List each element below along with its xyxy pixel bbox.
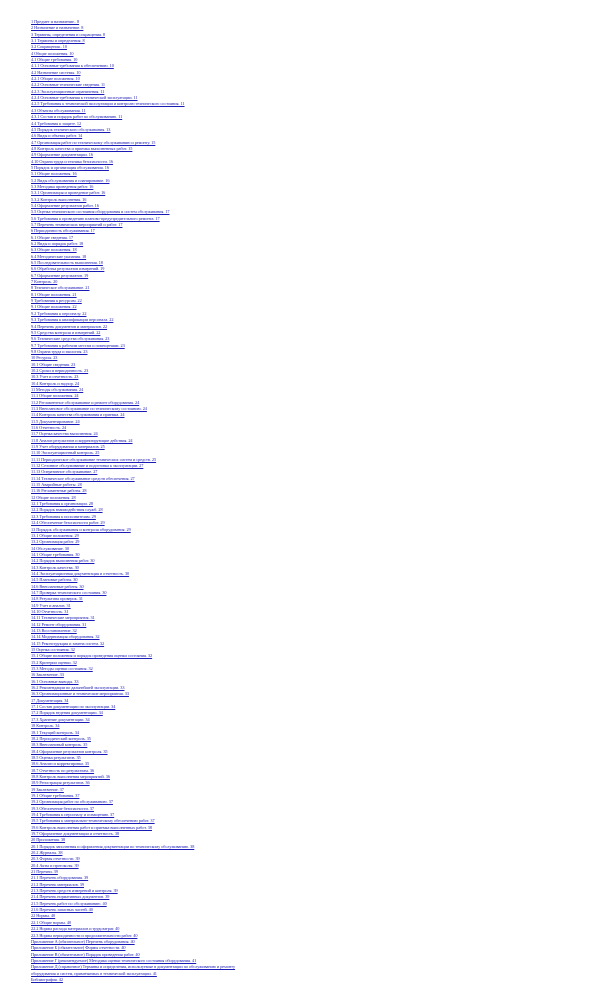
toc-entry-link[interactable]: 17.1 Состав документации по эксплуатации. 34 [31,704,116,710]
toc-entry-link[interactable]: Приложение Г (рекомендуемое) Методика оценки технического состояния оборудования. 41 [31,957,197,963]
toc-entry-link[interactable]: 11.12 Сезонное обслуживание и подготовка к эксплуатации. 27 [31,463,144,469]
toc-entry-link[interactable]: 10.4 Контроль и надзор. 24 [31,380,79,386]
toc-entry-link[interactable]: 16.1 Основные выводы. 33 [31,678,79,684]
toc-entry-link[interactable]: 18.2 Периодический контроль. 35 [31,735,91,741]
toc-entry-link[interactable]: 11.7 Оценка качества выполнения. 24 [31,431,98,437]
toc-entry-link[interactable]: 13.2 Организация работ. 29 [31,539,80,545]
toc-entry-link[interactable]: 4.1 Общие требования. 10 [31,57,78,63]
toc-entry-link[interactable]: 4.2.5 Требования к технической эксплуатации и контролю технического состояния. 11 [31,101,185,107]
toc-entry-link[interactable]: 18.1 Текущий контроль. 34 [31,729,79,735]
toc-entry-link[interactable]: 18.3 Внеплановый контроль. 35 [31,742,88,748]
toc-entry-link[interactable]: 4.2.4 Основные требования к технической эксплуатации. 11 [31,95,138,101]
toc-entry-link[interactable]: 16.2 Рекомендации по дальнейшей эксплуатации. 33 [31,685,125,691]
toc-entry-link[interactable]: 19.4 Требования к персоналу и оснащению. 37 [31,811,115,817]
toc-entry-link[interactable]: 21 Перечни. 39 [31,869,58,875]
toc-entry-link[interactable]: 6.3 Общие положения. 18 [31,247,77,253]
toc-entry-link[interactable]: 14.5 Плановые работы. 30 [31,577,78,583]
toc-entry-link[interactable]: 11.15 Аварийные работы. 28 [31,482,82,488]
toc-entry-link[interactable]: 18.7 Отчетность по результатам. 36 [31,767,95,773]
toc-entry-link[interactable]: 7 Контроль. 20 [31,279,58,285]
toc-entry-link[interactable]: 16 Заключение. 33 [31,672,64,678]
toc-entry-link[interactable]: 6.4 Методические указания. 18 [31,253,87,259]
toc-entry-link[interactable]: 14 Обслуживание. 30 [31,545,69,551]
toc-entry-link[interactable]: 14.10 Отчетность. 31 [31,608,69,614]
toc-entry-link[interactable]: 3 Термины, определения и сокращения. 8 [31,31,106,37]
toc-entry-link[interactable]: 11.13 Оперативное обслуживание. 27 [31,469,98,475]
toc-entry-link[interactable]: Приложение В (обязательное) Порядок проведения работ. 40 [31,951,140,957]
toc-entry-link[interactable]: 5.7 Перечень технических мероприятий и работ. 17 [31,222,123,227]
toc-entry-link[interactable]: 4.7 Организация работ по техническому обслуживанию и ремонту. 15 [31,139,156,145]
toc-entry-link[interactable]: Приложение Д (справочное) Термины и определения, используемые в документации по обслуживанию и ремонту [31,964,236,970]
toc-entry-link[interactable]: 5.3 Методика проведения работ. 16 [31,183,94,189]
toc-entry-link[interactable]: 22 Нормы. 40 [31,913,56,919]
toc-entry-link[interactable]: 18 Контроль. 34 [31,723,60,729]
toc-entry-link[interactable]: 22.1 Общие нормы. 40 [31,919,72,925]
toc-entry-link[interactable]: 10.1 Общие сведения. 23 [31,361,76,367]
toc-entry-link[interactable]: 5.6 Требования к проведению планово-предупредительного ремонта. 17 [31,215,160,221]
toc-entry-link[interactable]: 11.3 Внеплановое обслуживание по техническому состоянию. 24 [31,405,147,411]
toc-entry-link[interactable]: 17.2 Порядок ведения документации. 34 [31,710,103,716]
toc-entry-link[interactable]: 4.2 Назначение системы. 10 [31,69,81,75]
toc-entry-link[interactable]: 11.5 Документирование. 24 [31,418,80,424]
toc-entry-link[interactable]: 14.6 Внеплановые работы. 30 [31,583,84,589]
toc-entry-link[interactable]: 4 Общие положения. 10 [31,50,74,56]
toc-entry-link[interactable]: 4.6 Виды и объемы работ. 14 [31,133,83,139]
toc-entry-link[interactable]: 20.2 Журналы. 38 [31,850,63,856]
toc-entry-link[interactable]: 5.1 Общие положения. 16 [31,171,77,177]
toc-entry-link[interactable]: 21.1 Перечень оборудования. 39 [31,875,89,881]
toc-entry-link[interactable]: 4.2.1 Общие положения. 10 [31,76,80,82]
toc-entry-link[interactable]: 19.3 Обеспечение безопасности. 37 [31,805,94,811]
toc-entry-link[interactable]: 18.9 Регистрация результатов. 36 [31,780,90,786]
toc-entry-link[interactable]: 20.1 Порядок заполнения и оформления документации по техническому обслуживанию. 38 [31,843,195,849]
toc-entry-link[interactable]: 5.3.1 Организация и проведение работ. 16 [31,190,106,196]
toc-entry-link[interactable]: 14.2 Порядок выполнения работ. 30 [31,558,95,564]
table-of-contents [31,19,551,983]
toc-entry-link[interactable]: 1 Предмет и назначение.. 8 [31,19,80,24]
toc-entry-link[interactable]: 12.4 Обеспечение безопасности работ. 29 [31,520,105,526]
toc-entry-link[interactable]: 10 Ресурсы. 23 [31,355,58,361]
toc-entry-link[interactable]: 14.13 Восстановление. 32 [31,628,77,633]
toc-entry-link[interactable]: 18.5 Оценка результатов. 35 [31,754,81,760]
toc-entry-link[interactable]: 9.8 Охрана труда и экология. 23 [31,348,88,354]
toc-entry-link[interactable]: 11.4 Контроль качества обслуживания и приемка. 24 [31,412,125,418]
toc-entry-link[interactable]: Библиография. 42 [31,976,63,982]
toc-entry-link[interactable]: 9.7 Требования к рабочим местам и помещениям. 23 [31,342,125,348]
toc-entry-link[interactable]: Приложение А (обязательное) Перечень оборудования. 40 [31,938,135,944]
toc-entry-link[interactable]: 6.1 Общие сведения. 17 [31,234,74,240]
toc-entry-link[interactable]: 11.10 Эксплуатационный контроль. 25 [31,450,100,456]
toc-entry-link[interactable]: 14.15 Реконструкция и замена систем. 32 [31,640,105,646]
toc-entry-link[interactable]: 15.3 Методы оценки состояния. 32 [31,666,93,672]
toc-entry-link[interactable]: 18.6 Анализ и корректировка. 35 [31,761,90,767]
toc-entry-link[interactable]: 15 Оценка состояния. 32 [31,647,75,653]
toc-entry-link[interactable]: 5.4 Оформление результатов работ. 16 [31,202,99,208]
toc-entry-link[interactable]: 8 Техническое обслуживание. 21 [31,285,90,291]
toc-entry-link[interactable]: 9.1 Общие положения. 22 [31,304,77,310]
toc-entry-link[interactable]: 20 Приложения. 38 [31,837,66,843]
toc-entry-link[interactable]: 11.11 Периодическое обслуживание технических систем и средств. 25 [31,456,157,462]
toc-entry-link[interactable]: 3.2 Сокращения.. 10 [31,44,67,50]
toc-entry-link[interactable]: 4.4 Требования к защите. 12 [31,120,82,126]
toc-entry-link[interactable]: 5 Порядок и организация обслуживания. 16 [31,164,109,170]
toc-entry-link[interactable]: 21.2 Перечень материалов. 39 [31,881,84,887]
toc-entry-link[interactable]: 14.4 Эксплуатационная документация и отчетность. 30 [31,570,130,576]
toc-entry-link[interactable]: 11.14 Техническое обслуживание средств обеспечения. 27 [31,475,135,481]
toc-entry-link[interactable]: оборудования и систем, применяемых в технической эксплуатации. 41 [31,970,157,976]
toc-entry-link[interactable]: 11 Методы обслуживания. 24 [31,386,84,392]
toc-entry-link[interactable]: 14.11 Технические мероприятия. 31 [31,615,95,621]
toc-entry-link[interactable]: 21.3 Перечень средств измерений и контроля. 39 [31,888,118,894]
toc-entry-link[interactable]: 9.3 Требования к квалификации персонала. 22 [31,317,114,323]
toc-entry-link[interactable]: 9.2 Требования к персоналу. 22 [31,310,87,316]
toc-entry-link[interactable]: 14.14 Модернизация оборудования. 32 [31,634,100,640]
toc-entry-link[interactable]: 6.6 Обработка результатов измерений. 19 [31,266,105,272]
toc-entry-link[interactable]: 3.1 Термины и определения. 8 [31,38,85,44]
toc-entry-link[interactable]: 10.2 Сроки и периодичность. 23 [31,367,89,373]
toc-entry-link[interactable]: 4.10 Охрана труда и техника безопасности. 16 [31,158,114,164]
toc-entry-link[interactable]: 19.2 Организация работ по обслуживанию. 37 [31,799,113,805]
toc-entry-link[interactable]: 13.1 Общие положения. 29 [31,532,79,538]
toc-entry-link[interactable]: 4.1.1 Основные требования к обеспечению. 10 [31,63,114,69]
toc-entry-link[interactable]: 11.9 Учет оборудования и материалов. 25 [31,444,105,450]
toc-entry-link[interactable]: 10.3 Учет и отчетность. 23 [31,374,79,380]
toc-entry-link[interactable]: 17.3 Хранение документации. 34 [31,716,90,722]
toc-entry-link[interactable]: 2 Назначение и назначение. 8 [31,25,84,31]
toc-entry-link[interactable]: 19 Заключение. 37 [31,786,64,792]
toc-entry-link[interactable]: 9 Требования к ресурсам. 22 [31,298,82,304]
toc-entry-link[interactable]: 14.3 Контроль качества. 30 [31,564,79,570]
toc-entry-link[interactable]: 12 Общие положения. 28 [31,494,76,500]
toc-entry-link[interactable]: 13 Порядок обслуживания и контроля оборудования. 29 [31,526,131,532]
toc-entry-link[interactable]: 4.9 Оформление документации. 16 [31,152,93,158]
toc-entry-link[interactable]: 12.3 Требования к исполнителям. 29 [31,513,96,519]
toc-entry-link[interactable]: 11.1 Общие положения. 24 [31,393,79,399]
toc-entry-link[interactable]: 11.16 Регламентные работы. 28 [31,488,87,494]
toc-entry-link[interactable]: 14.12 Ремонт оборудования. 31 [31,621,87,627]
toc-entry-link[interactable]: 4.3 Объекты обслуживания. 11 [31,107,86,113]
toc-entry-link[interactable]: 21.6 Перечень запасных частей. 40 [31,907,93,913]
toc-entry-link[interactable]: 4.2.3 Эксплуатационные ограничения. 11 [31,88,105,94]
toc-entry-link[interactable]: 6.2 Виды и порядок работ. 18 [31,241,84,247]
toc-entry-link[interactable]: 4.3.1 Состав и порядок работ по обслуживанию. 11 [31,114,123,120]
toc-entry-link[interactable]: 16.3 Организационные и технические мероприятия. 33 [31,691,129,697]
toc-entry-link[interactable]: 15.1 Общие положения и порядок проведения оценки состояния. 32 [31,653,153,659]
toc-entry-link[interactable]: 12.2 Порядок взаимодействия служб. 28 [31,507,103,513]
toc-entry-link[interactable]: 14.9 Учет и анализ. 31 [31,602,71,608]
toc-entry-link[interactable]: 18.8 Контроль выполнения мероприятий. 36 [31,773,110,779]
toc-entry-link[interactable]: 21.4 Перечень нормативных документов. 39 [31,894,110,900]
toc-entry-link[interactable]: 20.4 Акты и протоколы. 39 [31,862,79,868]
toc-entry-link[interactable]: 22.2 Нормы расхода материалов и трудозатрат. 40 [31,926,120,932]
toc-entry-link[interactable]: 22.3 Нормы периодичности и продолжительности работ. 40 [31,932,138,938]
toc-entry-link[interactable]: 19.1 Общие требования. 37 [31,792,80,798]
toc-entry-link[interactable]: Приложение Б (обязательное) Формы отчетности. 40 [31,945,126,951]
toc-entry-link[interactable]: 21.5 Перечень работ по обслуживанию. 40 [31,900,107,906]
toc-entry-link[interactable]: 20.3 Формы отчетности. 39 [31,856,80,862]
toc-entry-link[interactable]: 6.7 Оформление результатов. 19 [31,272,89,278]
toc-entry-link[interactable]: 4.2.2 Основные технические сведения. 11 [31,82,106,88]
toc-entry-link[interactable]: 4.5 Порядок технического обслуживания. 13 [31,126,111,132]
toc-entry-link[interactable]: 14.8 Результаты проверок. 31 [31,596,83,602]
toc-entry-link[interactable]: 6.5 Последовательность выполнения. 18 [31,260,103,266]
toc-entry-link[interactable]: 5.3.2 Контроль выполнения. 16 [31,196,87,202]
toc-entry-link[interactable]: 14.1 Общие требования. 30 [31,551,80,557]
toc-entry-link[interactable]: 19.6 Контроль выполнения работ и приемка выполненных работ. 38 [31,824,152,830]
toc-entry-link[interactable]: 11.6 Отчетность. 24 [31,425,67,430]
toc-entry-link[interactable]: 11.2 Регламентное обслуживание и ремонт оборудования. 24 [31,399,140,405]
toc-entry-link[interactable]: 9.4 Перечень документов и материалов. 22 [31,323,108,329]
toc-entry-link[interactable]: 4.8 Контроль качества и приемка выполненных работ. 15 [31,145,133,151]
toc-entry-link[interactable]: 12.1 Требования к организации. 28 [31,501,93,507]
toc-entry-link[interactable]: 19.7 Оформление документации и отчетность. 38 [31,831,120,836]
toc-entry-link[interactable]: 15.2 Критерии оценки. 32 [31,659,77,665]
toc-entry-link[interactable]: 19.5 Требования к материально-техническому обеспечению работ. 37 [31,818,155,824]
toc-entry-link[interactable]: 14.7 Проверка технического состояния. 30 [31,589,107,595]
toc-entry-link[interactable]: 6 Периодичность обслуживания. 17 [31,228,95,234]
toc-entry-link[interactable]: 17 Документация. 34 [31,697,69,703]
toc-entry-link[interactable]: 9.6 Технические средства обслуживания. 23 [31,336,110,342]
toc-entry-link[interactable]: 11.8 Анализ результатов и корректирующие действия. 24 [31,437,133,443]
toc-entry-link[interactable]: 5.5 Оценка технического состояния оборудования и систем обслуживания. 17 [31,209,170,215]
toc-entry-link[interactable]: 9.5 Средства контроля и измерений. 22 [31,329,101,335]
toc-entry-link[interactable]: 18.4 Оформление результатов контроля. 35 [31,748,108,754]
toc-entry-link[interactable]: 8.1 Общие положения. 21 [31,291,77,297]
toc-entry-link[interactable]: 5.2 Виды обслуживания и планирование. 16 [31,177,110,183]
